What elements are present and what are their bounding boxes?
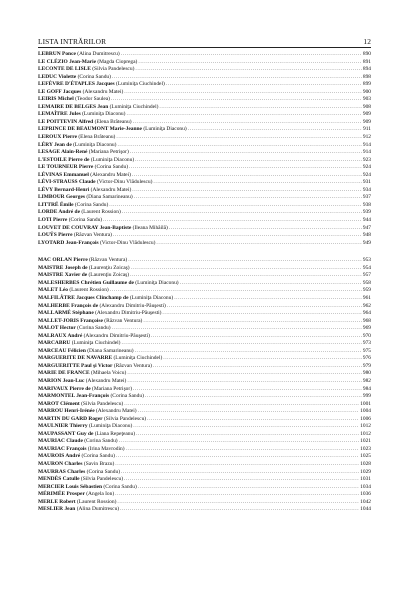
list-item xyxy=(38,232,371,240)
dot-leader xyxy=(153,179,361,187)
entry-page: 982 xyxy=(362,377,371,384)
list-item xyxy=(38,225,371,233)
entry-name: LEFÈVRE D'ÉTAPLES Jacques xyxy=(38,81,115,88)
entry-name: LITTRÉ Émile xyxy=(38,201,74,208)
entry-page: 953 xyxy=(362,257,371,264)
entry-name: L'ESTOILE Pierre de xyxy=(38,156,90,163)
dot-leader xyxy=(117,499,359,507)
entry-name: MESLIER Jean xyxy=(38,506,76,513)
entry-name: LOUVET DE COUVRAY Jean-Baptiste xyxy=(38,224,132,231)
entry-translator: (Corina Sandu) xyxy=(110,393,144,400)
entry-translator: (Corina Sandu) xyxy=(74,201,109,208)
dot-leader xyxy=(138,408,360,416)
dot-leader xyxy=(121,469,359,477)
entry-page: 947 xyxy=(362,224,371,231)
entry-page: 909 xyxy=(362,111,371,118)
entries-list xyxy=(38,51,371,514)
entry-name: MAUPASSANT Guy de xyxy=(38,430,94,437)
list-item xyxy=(38,393,371,401)
entry-translator: (Alina Dumitrescu) xyxy=(76,506,120,513)
dot-leader xyxy=(116,453,359,461)
dot-leader xyxy=(121,340,361,348)
entry-name: LÉVY Bernard-Henri xyxy=(38,186,90,193)
entry-name: MALET Léo xyxy=(38,287,68,294)
entry-translator: (Victor-Dinu Vlădulescu) xyxy=(99,239,156,246)
entry-name: MALHERBE François de xyxy=(38,302,99,309)
entry-page: 1025 xyxy=(360,453,371,460)
entry-translator: (Răzvan Ventura) xyxy=(73,232,112,239)
entry-page: 954 xyxy=(362,264,371,271)
group-gap xyxy=(38,247,371,257)
entry-page: 1012 xyxy=(360,430,371,437)
entry-name: MARIE DE FRANCE xyxy=(38,370,90,377)
list-item xyxy=(38,386,371,394)
entry-page: 1044 xyxy=(360,506,371,513)
entry-page: 975 xyxy=(362,347,371,354)
dot-leader xyxy=(115,461,359,469)
entry-page: 979 xyxy=(362,362,371,369)
list-item xyxy=(38,66,371,74)
entry-name: LEDUC Violette xyxy=(38,73,77,80)
entry-translator: (Mihaela Voicu) xyxy=(91,370,127,377)
entry-page: 903 xyxy=(362,96,371,103)
entry-name: MARGUERITE DE NAVARRE xyxy=(38,355,113,362)
entry-translator: (Irina Mavrodin) xyxy=(87,445,125,452)
entry-name: MAURRAS Charles xyxy=(38,468,86,475)
entry-translator: (Mariana Petrişor) xyxy=(92,385,133,392)
entry-name: LYOTARD Jean-François xyxy=(38,239,99,246)
list-item xyxy=(38,363,371,371)
list-item xyxy=(38,209,371,217)
entry-name: LÉVI-STRAUSS Claude xyxy=(38,179,96,186)
entry-page: 931 xyxy=(362,179,371,186)
dot-leader xyxy=(132,172,362,180)
entry-translator: (Elena Brăteanu) xyxy=(78,134,116,141)
list-item xyxy=(38,265,371,273)
dot-leader xyxy=(127,370,362,378)
entry-translator: (Teodor Saulea) xyxy=(75,96,110,103)
entry-translator: (Răzvan Ventura) xyxy=(89,257,128,264)
entry-name: MARMONTEL Jean-François xyxy=(38,393,110,400)
list-item xyxy=(38,325,371,333)
entry-page: 924 xyxy=(362,171,371,178)
entry-translator: (Alexandru Matei) xyxy=(90,186,132,193)
entry-name: LIMBOUR Georges xyxy=(38,194,85,201)
dot-leader xyxy=(117,142,361,150)
dot-leader xyxy=(166,81,362,89)
entry-page: 976 xyxy=(362,355,371,362)
entry-page: 968 xyxy=(362,317,371,324)
list-item xyxy=(38,111,371,119)
dot-leader xyxy=(130,272,362,280)
entry-translator: (Răzvan Ventura) xyxy=(104,317,143,324)
list-item xyxy=(38,310,371,318)
dot-leader xyxy=(119,438,360,446)
entry-translator: (Luminiţa Ciuchindel) xyxy=(113,355,163,362)
entry-translator: (Alexandru Dimitriu-Păuşesti) xyxy=(83,332,150,339)
entry-name: MÉRIMÉE Prosper xyxy=(38,491,85,498)
entry-translator: (Silvia Pandelescu) xyxy=(92,66,135,73)
list-item xyxy=(38,491,371,499)
entry-page: 969 xyxy=(362,325,371,332)
entry-page: 890 xyxy=(362,51,371,57)
entry-name: LORDE André de xyxy=(38,209,80,216)
list-item xyxy=(38,59,371,67)
entry-name: LESAGE Alain-René xyxy=(38,149,88,156)
entry-name: LE CLÉZIO Jean-Marie xyxy=(38,58,96,65)
list-item xyxy=(38,142,371,150)
entry-page: 1036 xyxy=(360,491,371,498)
entry-translator: (Silvia Pandelescu) xyxy=(81,400,124,407)
entry-translator: (Silvia Pandelescu) xyxy=(103,415,147,422)
entry-page: 914 xyxy=(362,141,371,148)
list-item xyxy=(38,303,371,311)
entry-translator: (Alina Dumitrescu) xyxy=(77,51,120,57)
entry-translator: (Ileana Mihăilă) xyxy=(132,224,168,231)
entry-name: MAUROIS André xyxy=(38,453,81,460)
entry-page: 1023 xyxy=(360,445,371,452)
entry-translator: (Luminiţa Ciuchindel) xyxy=(116,81,165,88)
dot-leader xyxy=(126,446,360,454)
list-item xyxy=(38,157,371,165)
dot-leader xyxy=(167,303,362,311)
entry-name: MAURON Charles xyxy=(38,460,83,467)
entry-page: 973 xyxy=(362,340,371,347)
list-item xyxy=(38,348,371,356)
dot-leader xyxy=(159,104,361,112)
dot-leader xyxy=(113,232,362,240)
entry-page: 1004 xyxy=(360,408,371,415)
entry-translator: (Luminiţa Ciuchindel) xyxy=(109,103,159,110)
list-item xyxy=(38,217,371,225)
entry-page: 1006 xyxy=(360,415,371,422)
list-item xyxy=(38,51,371,59)
entry-name: LEPRINCE DE BEAUMONT Marie-Jeanne xyxy=(38,126,142,133)
list-item xyxy=(38,453,371,461)
list-item xyxy=(38,81,371,89)
entry-page: 939 xyxy=(362,209,371,216)
dot-leader xyxy=(131,265,362,273)
entry-page: 944 xyxy=(362,217,371,224)
dot-leader xyxy=(124,89,362,97)
dot-leader xyxy=(151,333,362,341)
list-item xyxy=(38,257,371,265)
list-item xyxy=(38,401,371,409)
entry-page: 1034 xyxy=(360,483,371,490)
entry-page: 924 xyxy=(362,164,371,171)
entry-page: 891 xyxy=(362,58,371,65)
entry-translator: (Luminiţa Diaconu) xyxy=(73,141,117,148)
entry-page: 980 xyxy=(362,370,371,377)
entry-name: MAISTRE Xavier de xyxy=(38,272,88,279)
list-item xyxy=(38,423,371,431)
entry-name: MARIVAUX Pierre de xyxy=(38,385,91,392)
entry-name: LECONTE DE LISLE xyxy=(38,66,91,73)
dot-leader xyxy=(122,209,362,217)
entry-page: 911 xyxy=(363,126,371,133)
entry-page: 948 xyxy=(362,232,371,239)
entry-name: MALRAUX André xyxy=(38,332,83,339)
entry-page: 923 xyxy=(362,156,371,163)
entry-page: 1031 xyxy=(360,476,371,483)
entry-translator: (Luminiţa Diaconu) xyxy=(88,423,133,430)
dot-leader xyxy=(128,257,362,265)
entry-page: 899 xyxy=(362,81,371,88)
header-rule xyxy=(38,47,371,48)
entry-name: MALOT Hector xyxy=(38,325,76,332)
entry-translator: (Silvia Pandelescu) xyxy=(80,476,124,483)
entry-page: 894 xyxy=(362,66,371,73)
entry-translator: (Angela Ion) xyxy=(86,491,115,498)
list-item xyxy=(38,179,371,187)
entry-translator: (Laurent Rossion) xyxy=(76,498,117,505)
entry-name: MARROU Henri-Irénée xyxy=(38,408,95,415)
entry-translator: (Alexandru Matei) xyxy=(85,377,127,384)
entry-page: 938 xyxy=(362,201,371,208)
entry-name: LOTI Pierre xyxy=(38,217,68,224)
list-item xyxy=(38,272,371,280)
entry-page: 999 xyxy=(362,393,371,400)
entry-page: 958 xyxy=(362,279,371,286)
entry-page: 937 xyxy=(362,194,371,201)
dot-leader xyxy=(124,401,359,409)
dot-leader xyxy=(130,149,362,157)
dot-leader xyxy=(135,348,362,356)
entry-name: MARTIN DU GARD Roger xyxy=(38,415,103,422)
dot-leader xyxy=(121,51,362,59)
dot-leader xyxy=(188,126,362,134)
entry-page: 912 xyxy=(362,134,371,141)
list-item xyxy=(38,340,371,348)
entry-name: MARCEAU Félicien xyxy=(38,347,86,354)
entry-translator: (Corina Sandu) xyxy=(68,217,103,224)
dot-leader xyxy=(120,506,359,514)
entry-translator: (Luminiţa Ciuchindel) xyxy=(71,340,121,347)
entry-page: 1028 xyxy=(360,460,371,467)
entry-name: LE TOURNEUR Pierre xyxy=(38,164,94,171)
list-item xyxy=(38,416,371,424)
entry-translator: (Corina Sandu) xyxy=(103,483,137,490)
header-title: LISTA INTRĂRILOR xyxy=(38,37,107,46)
entry-translator: (Liana Repeţeanu) xyxy=(94,430,136,437)
dot-leader xyxy=(111,96,362,104)
entry-translator: (Savin Brazu) xyxy=(83,460,115,467)
entry-translator: (Luminiţa Diaconu) xyxy=(82,111,126,118)
entry-name: MARION Jean-Luc xyxy=(38,377,85,384)
entry-page: 1021 xyxy=(360,438,371,445)
list-item xyxy=(38,318,371,326)
entry-translator: (Corina Sandu) xyxy=(77,325,111,332)
list-item xyxy=(38,461,371,469)
entry-translator: (Corina Sandu) xyxy=(94,164,129,171)
dot-leader xyxy=(103,217,362,225)
entry-name: MENDÈS Catulle xyxy=(38,476,80,483)
entry-page: 957 xyxy=(362,272,371,279)
entry-translator: (Alexandru Dimitriu-Păuşesti) xyxy=(99,302,166,309)
dot-leader xyxy=(135,66,361,74)
entry-page: 1012 xyxy=(360,423,371,430)
list-item xyxy=(38,469,371,477)
entry-translator: (Alexandru Matei) xyxy=(90,171,131,178)
entry-page: 1042 xyxy=(360,498,371,505)
entry-translator: (Luminiţa Diaconu) xyxy=(135,279,179,286)
entry-translator: (Diana Samarineanu) xyxy=(86,194,133,201)
entry-page: 914 xyxy=(362,149,371,156)
entry-name: LOUŸS Pierre xyxy=(38,232,73,239)
list-item xyxy=(38,355,371,363)
dot-leader xyxy=(109,202,362,210)
entry-page: 949 xyxy=(362,239,371,246)
entry-translator: (Mariana Petrişor) xyxy=(88,149,129,156)
dot-leader xyxy=(136,431,359,439)
entry-translator: (Luminiţa Diaconu) xyxy=(129,294,174,301)
list-item xyxy=(38,126,371,134)
entry-name: LEIRIS Michel xyxy=(38,96,74,103)
dot-leader xyxy=(116,134,361,142)
entry-name: MAISTRE Joseph de xyxy=(38,264,88,271)
list-item xyxy=(38,164,371,172)
page-header xyxy=(38,34,371,46)
dot-leader xyxy=(174,295,362,303)
entry-page: 959 xyxy=(362,287,371,294)
entry-name: LEMAIRE DE BELGES Jean xyxy=(38,103,109,110)
entry-name: MAURIAC François xyxy=(38,445,87,452)
entry-name: MALFILÂTRE Jacques Clinchamp de xyxy=(38,294,129,301)
entry-name: LÉVINAS Emmanuel xyxy=(38,171,89,178)
dot-leader xyxy=(138,59,361,67)
list-item xyxy=(38,408,371,416)
entry-translator: (Corina Sandu) xyxy=(77,73,111,80)
dot-leader xyxy=(138,484,359,492)
entry-name: MALLARMÉ Stéphane xyxy=(38,310,94,317)
entry-translator: (Diana Samarineanu) xyxy=(87,347,134,354)
entry-page: 1001 xyxy=(360,400,371,407)
entry-page: 909 xyxy=(362,118,371,125)
dot-leader xyxy=(169,225,362,233)
dot-leader xyxy=(145,393,362,401)
entry-page: 970 xyxy=(362,332,371,339)
entry-name: MAULNIER Thierry xyxy=(38,423,88,430)
dot-leader xyxy=(147,416,359,424)
entry-name: MALLET-JORIS Françoise xyxy=(38,317,103,324)
dot-leader xyxy=(135,157,362,165)
dot-leader xyxy=(156,240,361,248)
entry-translator: (Corina Sandu) xyxy=(81,453,115,460)
entry-name: MERLE Robert xyxy=(38,498,76,505)
list-item xyxy=(38,476,371,484)
entry-name: LEBRUN Ponce xyxy=(38,51,76,57)
dot-leader xyxy=(112,325,362,333)
entry-page: 908 xyxy=(362,103,371,110)
list-item xyxy=(38,134,371,142)
entry-page: 984 xyxy=(362,385,371,392)
dot-leader xyxy=(110,287,362,295)
entry-name: MALESHERBES Chrétien Guillaume de xyxy=(38,279,134,286)
dot-leader xyxy=(124,476,359,484)
entry-name: LE POITTEVIN Alfred xyxy=(38,118,94,125)
page-number: 12 xyxy=(363,37,371,46)
list-item xyxy=(38,119,371,127)
dot-leader xyxy=(143,318,361,326)
entry-translator: (Laurenţiu Zoicaş) xyxy=(88,272,130,279)
list-item xyxy=(38,149,371,157)
dot-leader xyxy=(163,355,362,363)
dot-leader xyxy=(133,423,359,431)
entry-name: LEMAÎTRE Jules xyxy=(38,111,81,118)
dot-leader xyxy=(153,363,362,371)
list-item xyxy=(38,378,371,386)
list-item xyxy=(38,370,371,378)
dot-leader xyxy=(134,194,362,202)
dot-leader xyxy=(129,164,362,172)
entry-name: LE GOFF Jacques xyxy=(38,88,82,95)
list-item xyxy=(38,438,371,446)
entry-translator: (Luminiţa Diaconu) xyxy=(143,126,187,133)
entry-page: 900 xyxy=(362,88,371,95)
entry-name: LEROUX Pierre xyxy=(38,134,78,141)
entry-translator: (Corina Sandu) xyxy=(86,468,121,475)
entry-translator: (Magda Cioprega) xyxy=(97,58,138,65)
entry-translator: (Laurent Rossion) xyxy=(69,287,109,294)
entry-page: 961 xyxy=(362,294,371,301)
dot-leader xyxy=(132,187,362,195)
entry-translator: (Luminiţa Diaconu) xyxy=(90,156,135,163)
list-item xyxy=(38,194,371,202)
dot-leader xyxy=(115,491,359,499)
entry-translator: (Laurent Rossion) xyxy=(81,209,121,216)
entry-translator: (Răzvan Ventura) xyxy=(113,362,152,369)
dot-leader xyxy=(162,310,361,318)
entry-name: MERCIER Louis Sébastien xyxy=(38,483,103,490)
entry-name: MAROT Clément xyxy=(38,400,80,407)
entry-translator: (Laurenţiu Zoicaş) xyxy=(88,264,130,271)
list-item xyxy=(38,295,371,303)
entry-page: 962 xyxy=(362,302,371,309)
dot-leader xyxy=(133,386,362,394)
entry-page: 1029 xyxy=(360,468,371,475)
entry-name: MAC ORLAN Pierre xyxy=(38,257,88,264)
entry-translator: (Corina Sandu) xyxy=(84,438,118,445)
list-item xyxy=(38,96,371,104)
entry-translator: (Alexandru Matei) xyxy=(95,408,137,415)
dot-leader xyxy=(126,111,361,119)
entry-name: MAURIAC Claude xyxy=(38,438,83,445)
list-item xyxy=(38,506,371,514)
entry-translator: (Victor-Dinu Vlădulescu) xyxy=(96,179,153,186)
entry-page: 898 xyxy=(362,73,371,80)
dot-leader xyxy=(127,378,361,386)
list-item xyxy=(38,287,371,295)
dot-leader xyxy=(180,280,362,288)
entry-name: MARCABRU xyxy=(38,340,71,347)
entry-name: MARGUERITTE Paul şi Victor xyxy=(38,362,113,369)
entry-translator: (Elena Brăteanu) xyxy=(94,118,132,125)
entry-translator: (Alexandru Matei) xyxy=(82,88,124,95)
entry-translator: (Alexandru Dimitriu-Păuşesti) xyxy=(95,310,162,317)
entry-page: 964 xyxy=(362,310,371,317)
entry-name: LÉRY Jean de xyxy=(38,141,72,148)
list-item xyxy=(38,240,371,248)
entry-page: 934 xyxy=(362,186,371,193)
